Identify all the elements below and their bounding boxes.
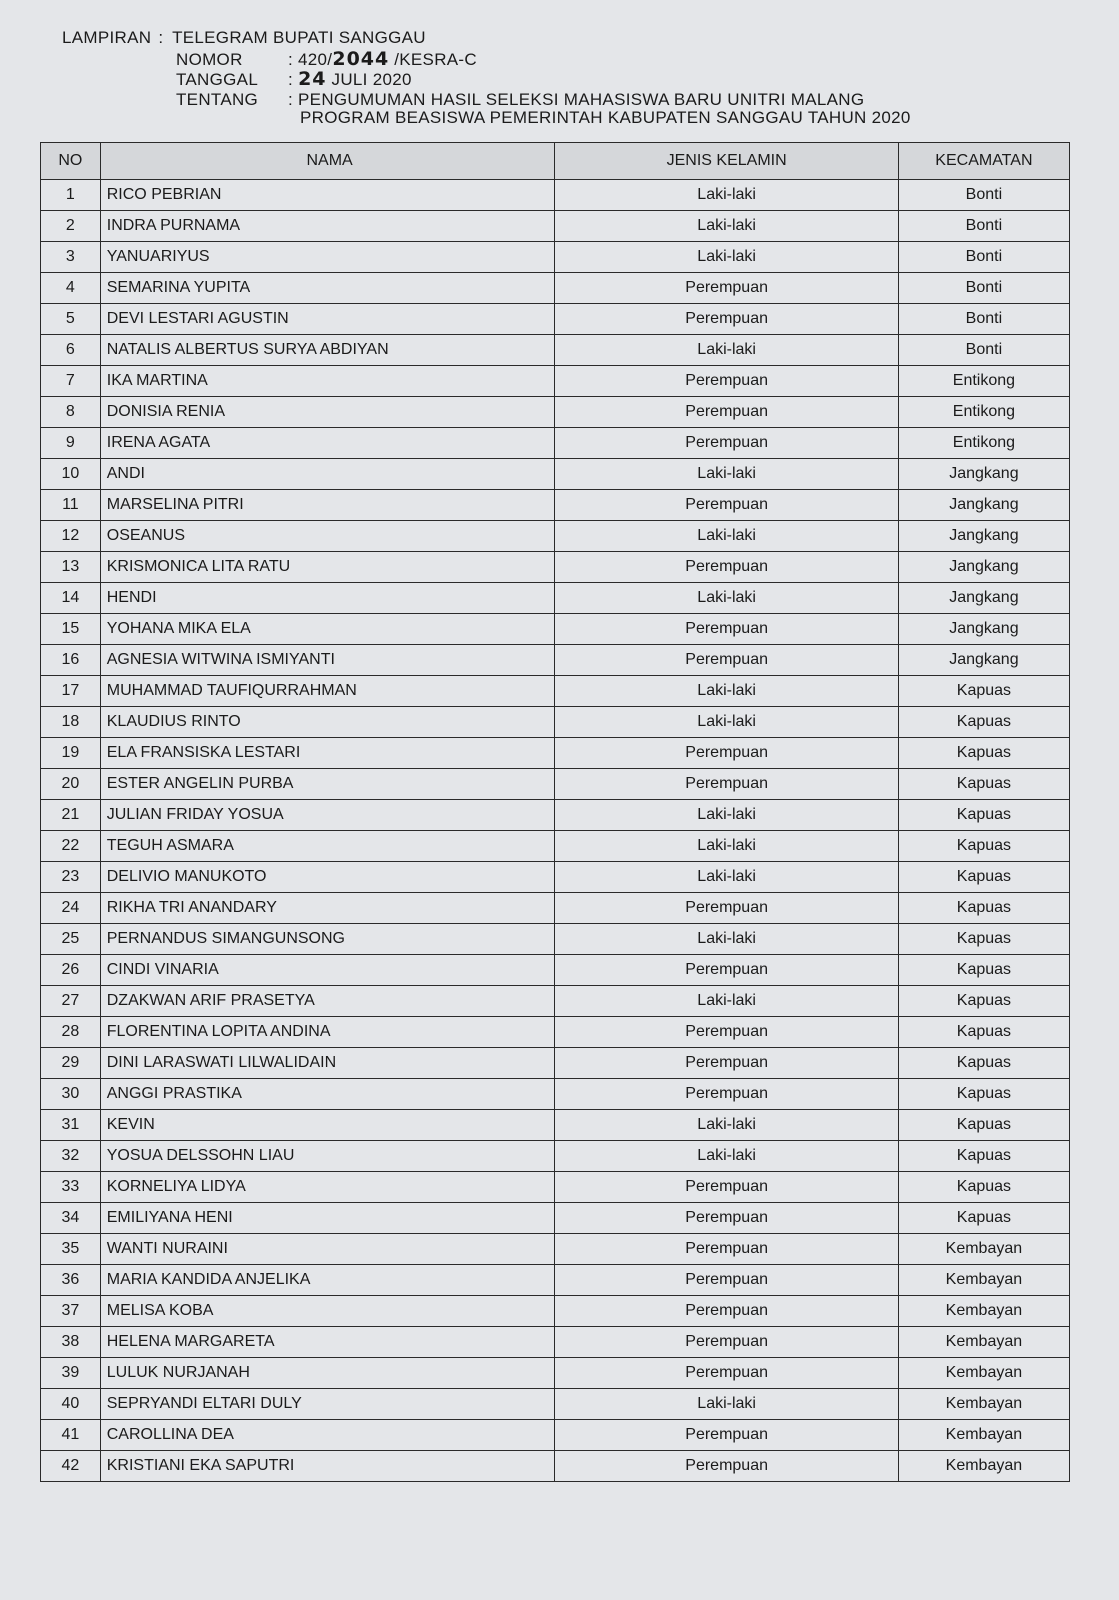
lampiran-value: TELEGRAM BUPATI SANGGAU [172,28,426,47]
table-row [41,1172,1070,1203]
row-no: 18 [41,707,101,738]
table-row [41,924,1070,955]
table-row [41,180,1070,211]
table-row [41,521,1070,552]
row-kecamatan: Entikong [898,397,1069,428]
row-jenis-kelamin: Laki-laki [555,800,898,831]
table-row [41,738,1070,769]
table-row [41,676,1070,707]
row-kecamatan: Kembayan [898,1420,1069,1451]
row-nama: TEGUH ASMARA [100,831,555,862]
row-jenis-kelamin: Laki-laki [555,1389,898,1420]
row-kecamatan: Kapuas [898,893,1069,924]
table-row [41,1420,1070,1451]
row-jenis-kelamin: Perempuan [555,1203,898,1234]
row-jenis-kelamin: Laki-laki [555,521,898,552]
table-row [41,552,1070,583]
row-jenis-kelamin: Perempuan [555,769,898,800]
row-no: 5 [41,304,101,335]
row-jenis-kelamin: Laki-laki [555,180,898,211]
row-nama: KEVIN [100,1110,555,1141]
row-no: 15 [41,614,101,645]
row-kecamatan: Jangkang [898,521,1069,552]
row-no: 21 [41,800,101,831]
row-kecamatan: Kembayan [898,1358,1069,1389]
table-row [41,893,1070,924]
lampiran-separator: : [158,28,164,47]
row-nama: KLAUDIUS RINTO [100,707,555,738]
row-kecamatan: Kapuas [898,769,1069,800]
row-nama: DEVI LESTARI AGUSTIN [100,304,555,335]
row-nama: SEPRYANDI ELTARI DULY [100,1389,555,1420]
table-row [41,1358,1070,1389]
row-jenis-kelamin: Laki-laki [555,676,898,707]
table-row [41,1048,1070,1079]
row-no: 3 [41,242,101,273]
row-nama: WANTI NURAINI [100,1234,555,1265]
row-jenis-kelamin: Perempuan [555,893,898,924]
row-no: 7 [41,366,101,397]
row-no: 25 [41,924,101,955]
row-nama: HENDI [100,583,555,614]
table-row [41,1141,1070,1172]
tanggal-handwritten: 24 [298,68,327,90]
row-kecamatan: Kembayan [898,1234,1069,1265]
tanggal-rest: JULI 2020 [326,70,412,89]
row-no: 20 [41,769,101,800]
row-nama: KRISTIANI EKA SAPUTRI [100,1451,555,1482]
row-no: 2 [41,211,101,242]
table-row [41,459,1070,490]
tentang-label: TENTANG [176,90,259,109]
row-nama: IRENA AGATA [100,428,555,459]
row-no: 10 [41,459,101,490]
row-jenis-kelamin: Perempuan [555,738,898,769]
row-nama: KRISMONICA LITA RATU [100,552,555,583]
row-kecamatan: Jangkang [898,645,1069,676]
row-jenis-kelamin: Perempuan [555,304,898,335]
row-no: 31 [41,1110,101,1141]
row-jenis-kelamin: Laki-laki [555,211,898,242]
row-no: 29 [41,1048,101,1079]
row-nama: DONISIA RENIA [100,397,555,428]
row-nama: INDRA PURNAMA [100,211,555,242]
row-no: 42 [41,1451,101,1482]
table-header-row [41,143,1070,180]
row-nama: CINDI VINARIA [100,955,555,986]
row-kecamatan: Kapuas [898,1203,1069,1234]
row-jenis-kelamin: Perempuan [555,552,898,583]
table-row [41,242,1070,273]
table-row [41,1389,1070,1420]
nomor-suffix: /KESRA-C [389,50,477,69]
row-kecamatan: Kapuas [898,1172,1069,1203]
lampiran-label: LAMPIRAN [62,28,152,47]
row-no: 33 [41,1172,101,1203]
table-row [41,428,1070,459]
row-no: 19 [41,738,101,769]
row-jenis-kelamin: Perempuan [555,1451,898,1482]
row-kecamatan: Kembayan [898,1265,1069,1296]
row-jenis-kelamin: Perempuan [555,1172,898,1203]
tentang-value: : PENGUMUMAN HASIL SELEKSI MAHASISWA BARU UNITRI MALANG [288,90,865,109]
header-jenis-kelamin: JENIS KELAMIN [555,143,898,180]
tentang-value-line2: PROGRAM BEASISWA PEMERINTAH KABUPATEN SANGGAU TAHUN 2020 [300,108,911,127]
table-row [41,800,1070,831]
row-kecamatan: Bonti [898,273,1069,304]
row-nama: RIKHA TRI ANANDARY [100,893,555,924]
table-row [41,1265,1070,1296]
row-jenis-kelamin: Laki-laki [555,335,898,366]
row-kecamatan: Kapuas [898,924,1069,955]
row-no: 12 [41,521,101,552]
row-nama: KORNELIYA LIDYA [100,1172,555,1203]
table-row [41,397,1070,428]
row-no: 32 [41,1141,101,1172]
row-jenis-kelamin: Laki-laki [555,862,898,893]
row-nama: OSEANUS [100,521,555,552]
row-no: 37 [41,1296,101,1327]
row-nama: NATALIS ALBERTUS SURYA ABDIYAN [100,335,555,366]
row-kecamatan: Kapuas [898,707,1069,738]
row-kecamatan: Kapuas [898,1017,1069,1048]
nomor-line [176,48,477,70]
row-jenis-kelamin: Laki-laki [555,583,898,614]
table-row [41,769,1070,800]
row-kecamatan: Bonti [898,335,1069,366]
table-row [41,583,1070,614]
row-kecamatan: Kembayan [898,1389,1069,1420]
row-jenis-kelamin: Laki-laki [555,459,898,490]
table-row [41,831,1070,862]
row-nama: DZAKWAN ARIF PRASETYA [100,986,555,1017]
row-nama: DINI LARASWATI LILWALIDAIN [100,1048,555,1079]
row-nama: SEMARINA YUPITA [100,273,555,304]
row-kecamatan: Kembayan [898,1296,1069,1327]
student-table [40,142,1070,1482]
row-kecamatan: Kapuas [898,1110,1069,1141]
table-row [41,490,1070,521]
row-jenis-kelamin: Laki-laki [555,924,898,955]
row-jenis-kelamin: Perempuan [555,1048,898,1079]
row-jenis-kelamin: Perempuan [555,397,898,428]
row-kecamatan: Kapuas [898,1048,1069,1079]
row-no: 30 [41,1079,101,1110]
row-no: 24 [41,893,101,924]
row-kecamatan: Kapuas [898,676,1069,707]
row-no: 17 [41,676,101,707]
row-no: 11 [41,490,101,521]
tentang-line [176,90,864,110]
table-row [41,645,1070,676]
row-kecamatan: Kapuas [898,1079,1069,1110]
table-row [41,1079,1070,1110]
table-row [41,273,1070,304]
table-row [41,1327,1070,1358]
row-jenis-kelamin: Perempuan [555,645,898,676]
nomor-label: NOMOR [176,50,243,69]
row-kecamatan: Entikong [898,366,1069,397]
row-no: 28 [41,1017,101,1048]
row-jenis-kelamin: Perempuan [555,955,898,986]
table-row [41,1296,1070,1327]
table-row [41,614,1070,645]
row-jenis-kelamin: Perempuan [555,428,898,459]
table-row [41,1203,1070,1234]
row-jenis-kelamin: Laki-laki [555,831,898,862]
table-row [41,707,1070,738]
row-kecamatan: Kapuas [898,800,1069,831]
row-jenis-kelamin: Laki-laki [555,1110,898,1141]
row-kecamatan: Kapuas [898,738,1069,769]
row-jenis-kelamin: Laki-laki [555,986,898,1017]
row-nama: PERNANDUS SIMANGUNSONG [100,924,555,955]
row-jenis-kelamin: Perempuan [555,1017,898,1048]
nomor-prefix: : 420/ [288,50,333,69]
row-no: 34 [41,1203,101,1234]
row-nama: ANGGI PRASTIKA [100,1079,555,1110]
row-no: 27 [41,986,101,1017]
header-kecamatan: KECAMATAN [898,143,1069,180]
row-no: 9 [41,428,101,459]
row-no: 41 [41,1420,101,1451]
row-no: 40 [41,1389,101,1420]
row-jenis-kelamin: Perempuan [555,490,898,521]
row-no: 14 [41,583,101,614]
table-row [41,955,1070,986]
row-nama: YOHANA MIKA ELA [100,614,555,645]
table-row [41,1451,1070,1482]
table-row [41,1110,1070,1141]
lampiran-line [62,28,426,48]
row-jenis-kelamin: Perempuan [555,1296,898,1327]
row-kecamatan: Jangkang [898,552,1069,583]
row-nama: YOSUA DELSSOHN LIAU [100,1141,555,1172]
row-no: 6 [41,335,101,366]
tanggal-label: TANGGAL [176,70,259,89]
row-nama: JULIAN FRIDAY YOSUA [100,800,555,831]
table-row [41,862,1070,893]
row-jenis-kelamin: Laki-laki [555,1141,898,1172]
row-kecamatan: Kapuas [898,831,1069,862]
row-nama: EMILIYANA HENI [100,1203,555,1234]
row-no: 8 [41,397,101,428]
row-no: 16 [41,645,101,676]
row-kecamatan: Kapuas [898,1141,1069,1172]
row-kecamatan: Jangkang [898,459,1069,490]
row-kecamatan: Bonti [898,242,1069,273]
tanggal-separator: : [288,70,294,89]
row-nama: MELISA KOBA [100,1296,555,1327]
table-row [41,366,1070,397]
row-jenis-kelamin: Laki-laki [555,242,898,273]
row-nama: ESTER ANGELIN PURBA [100,769,555,800]
row-jenis-kelamin: Perempuan [555,1420,898,1451]
row-no: 13 [41,552,101,583]
row-kecamatan: Entikong [898,428,1069,459]
tanggal-line [176,68,412,90]
row-nama: ANDI [100,459,555,490]
row-kecamatan: Kapuas [898,862,1069,893]
row-jenis-kelamin: Perempuan [555,1327,898,1358]
row-nama: MUHAMMAD TAUFIQURRAHMAN [100,676,555,707]
row-no: 35 [41,1234,101,1265]
row-nama: MARSELINA PITRI [100,490,555,521]
row-nama: AGNESIA WITWINA ISMIYANTI [100,645,555,676]
row-kecamatan: Kapuas [898,986,1069,1017]
row-nama: ELA FRANSISKA LESTARI [100,738,555,769]
header-no: NO [41,143,101,180]
row-no: 22 [41,831,101,862]
row-kecamatan: Kembayan [898,1327,1069,1358]
header-nama: NAMA [100,143,555,180]
row-jenis-kelamin: Perempuan [555,1358,898,1389]
row-no: 23 [41,862,101,893]
row-nama: DELIVIO MANUKOTO [100,862,555,893]
row-jenis-kelamin: Perempuan [555,366,898,397]
row-kecamatan: Kapuas [898,955,1069,986]
nomor-handwritten: 2044 [332,48,390,70]
row-nama: LULUK NURJANAH [100,1358,555,1389]
row-nama: YANUARIYUS [100,242,555,273]
row-jenis-kelamin: Perempuan [555,1265,898,1296]
row-jenis-kelamin: Laki-laki [555,707,898,738]
table-row [41,1017,1070,1048]
row-kecamatan: Bonti [898,211,1069,242]
row-jenis-kelamin: Perempuan [555,614,898,645]
row-kecamatan: Jangkang [898,583,1069,614]
row-kecamatan: Kembayan [898,1451,1069,1482]
table-row [41,986,1070,1017]
row-nama: FLORENTINA LOPITA ANDINA [100,1017,555,1048]
row-jenis-kelamin: Perempuan [555,1079,898,1110]
row-kecamatan: Jangkang [898,614,1069,645]
row-jenis-kelamin: Perempuan [555,273,898,304]
row-nama: MARIA KANDIDA ANJELIKA [100,1265,555,1296]
row-kecamatan: Jangkang [898,490,1069,521]
table-row [41,304,1070,335]
row-no: 1 [41,180,101,211]
row-kecamatan: Bonti [898,180,1069,211]
table-row [41,211,1070,242]
table-row [41,1234,1070,1265]
row-kecamatan: Bonti [898,304,1069,335]
table-row [41,335,1070,366]
row-nama: CAROLLINA DEA [100,1420,555,1451]
row-no: 36 [41,1265,101,1296]
row-no: 38 [41,1327,101,1358]
row-no: 26 [41,955,101,986]
row-no: 4 [41,273,101,304]
row-no: 39 [41,1358,101,1389]
row-nama: RICO PEBRIAN [100,180,555,211]
row-nama: HELENA MARGARETA [100,1327,555,1358]
row-nama: IKA MARTINA [100,366,555,397]
row-jenis-kelamin: Perempuan [555,1234,898,1265]
